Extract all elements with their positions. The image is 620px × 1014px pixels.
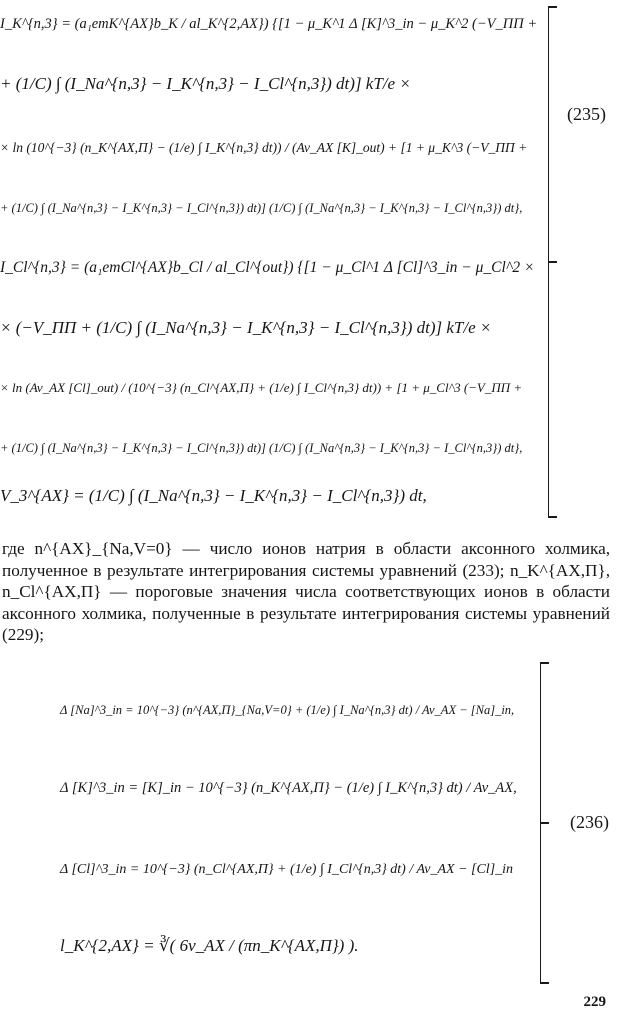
equation-line: × (−V_ПП + (1/C) ∫ (I_Na^{n,3} − I_K^{n,3} − I_Cl^{n,3}) dt)] kT/e × — [0, 318, 492, 337]
equation-number: (235) — [567, 104, 606, 124]
paragraph-text: где n^{AX}_{Na,V=0} — число ионов натрия в области аксонного холмика, полученное в результате интегрирования системы уравнений (233); n_K^{AX,П}, n_Cl^{AX,П} — пороговые значения числа соответствующих ионов в области аксонного холмика, полученные в результате интегрирования системы уравнений (229); — [2, 539, 610, 644]
equation-line: I_K^{n,3} = (a₁emK^{AX}b_K / al_K^{2,AX}) {[1 − μ_K^1 Δ [K]^3_in − μ_K^2 (−V_ПП + — [0, 16, 538, 32]
right-brace — [540, 662, 541, 984]
equation-line: V_3^{AX} = (1/C) ∫ (I_Na^{n,3} − I_K^{n,3} − I_Cl^{n,3}) dt, — [0, 486, 427, 505]
equation-line: Δ [Na]^3_in = 10^{−3} (n^{AX,П}_{Na,V=0} + (1/e) ∫ I_Na^{n,3} dt) / Av_AX − [Na]_in, — [60, 703, 515, 717]
equation-number: (236) — [570, 812, 609, 832]
equation-line: × ln (Av_AX [Cl]_out) / (10^{−3} (n_Cl^{AX,П} + (1/e) ∫ I_Cl^{n,3} dt)) + [1 + μ_Cl^3 (−V_ПП + — [0, 380, 523, 395]
page-number: 229 — [583, 994, 606, 1010]
equation-line: + (1/C) ∫ (I_Na^{n,3} − I_K^{n,3} − I_Cl^{n,3}) dt)] kT/e × — [0, 74, 411, 93]
equation-line: + (1/C) ∫ (I_Na^{n,3} − I_K^{n,3} − I_Cl^{n,3}) dt)] (1/C) ∫ (I_Na^{n,3} − I_K^{n,3} − I_Cl^{n,3}) dt}, — [0, 441, 523, 455]
body-paragraph — [2, 538, 610, 646]
equation-line: + (1/C) ∫ (I_Na^{n,3} − I_K^{n,3} − I_Cl^{n,3}) dt)] (1/C) ∫ (I_Na^{n,3} − I_K^{n,3} − I_Cl^{n,3}) dt}, — [0, 201, 523, 215]
equation-line: Δ [K]^3_in = [K]_in − 10^{−3} (n_K^{AX,П} − (1/e) ∫ I_K^{n,3} dt) / Av_AX, — [60, 780, 517, 796]
equation-line: l_K^{2,AX} = ∛( 6v_AX / (πn_K^{AX,П}) ). — [60, 936, 359, 955]
equation-line: × ln (10^{−3} (n_K^{AX,П} − (1/e) ∫ I_K^{n,3} dt)) / (Av_AX [K]_out) + [1 + μ_K^3 (−V_ПП + — [0, 140, 528, 155]
right-brace — [548, 6, 549, 518]
equation-line: Δ [Cl]^3_in = 10^{−3} (n_Cl^{AX,П} + (1/e) ∫ I_Cl^{n,3} dt) / Av_AX − [Cl]_in — [60, 862, 514, 877]
equation-line: I_Cl^{n,3} = (a₁emCl^{AX}b_Cl / al_Cl^{out}) {[1 − μ_Cl^1 Δ [Cl]^3_in − μ_Cl^2 × — [0, 259, 535, 276]
